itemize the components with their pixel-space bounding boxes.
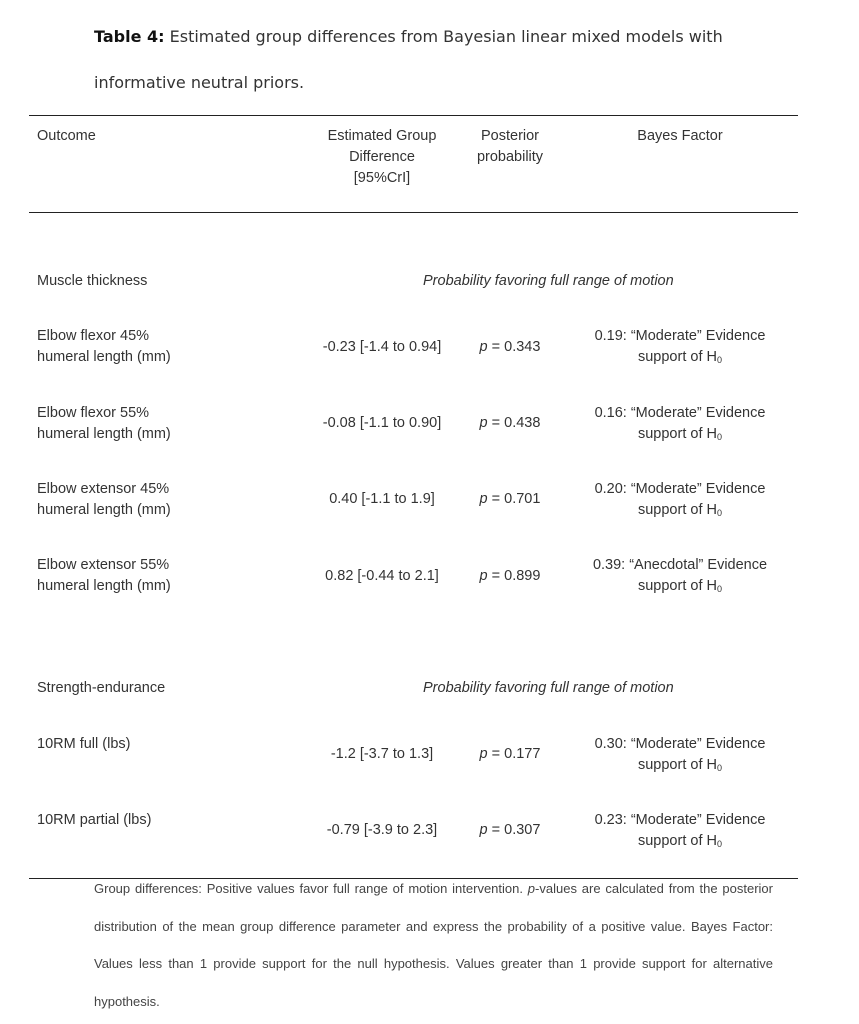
- section-title: Muscle thickness: [37, 273, 148, 289]
- table-caption: [94, 14, 794, 106]
- row-estimate: -0.08 [-1.1 to 0.90]: [322, 415, 442, 431]
- header-bayes-factor: Bayes Factor: [637, 128, 723, 144]
- table-header-rule: [29, 212, 798, 213]
- row-estimate: 0.40 [-1.1 to 1.9]: [329, 491, 435, 507]
- row-bayes-factor: 0.19: “Moderate” Evidence support of $H_0$: [594, 328, 766, 365]
- row-estimate: -1.2 [-3.7 to 1.3]: [330, 746, 434, 762]
- row-outcome: 10RM partial (lbs): [37, 812, 152, 828]
- row-p-value: p = 0.701: [479, 491, 541, 507]
- table-label: Table 4:: [94, 27, 165, 46]
- row-estimate: -0.23 [-1.4 to 0.94]: [322, 339, 442, 355]
- table-caption-text: Estimated group differences from Bayesian linear mixed models with informative neutral priors.: [94, 27, 723, 92]
- row-outcome: Elbow extensor 55% humeral length (mm): [37, 557, 171, 594]
- header-estimated-difference: Estimated Group Difference [95%CrI]: [327, 128, 437, 186]
- row-outcome: Elbow flexor 55% humeral length (mm): [37, 405, 171, 442]
- row-outcome: 10RM full (lbs): [37, 736, 131, 752]
- row-p-value: p = 0.899: [479, 568, 541, 584]
- table-top-rule: [29, 115, 798, 116]
- row-p-value: p = 0.307: [479, 822, 541, 838]
- section-subtitle: Probability favoring full range of motion: [423, 273, 674, 289]
- row-outcome: Elbow extensor 45% humeral length (mm): [37, 481, 171, 518]
- row-bayes-factor: 0.30: “Moderate” Evidence support of $H_0$: [594, 736, 766, 773]
- header-posterior-probability: Posterior probability: [476, 128, 544, 165]
- section-subtitle: Probability favoring full range of motion: [423, 680, 674, 696]
- row-bayes-factor: 0.39: “Anecdotal” Evidence support of $H_0$: [592, 557, 768, 594]
- row-bayes-factor: 0.16: “Moderate” Evidence support of $H_0$: [594, 405, 766, 442]
- row-bayes-factor: 0.23: “Moderate” Evidence support of $H_0$: [594, 812, 766, 849]
- row-outcome: Elbow flexor 45% humeral length (mm): [37, 328, 171, 365]
- row-estimate: 0.82 [-0.44 to 2.1]: [325, 568, 439, 584]
- table-footnote: Group differences: Positive values favor full range of motion intervention. p-values are calculated from the posterior distribution of the mean group difference parameter and express the probability of a positive value. Bayes Factor: Values less than 1 provide support for the null hypothesis. Values greater than 1 provide support for alternative hypothesis.: [94, 881, 773, 1009]
- row-p-value: p = 0.438: [479, 415, 541, 431]
- row-p-value: p = 0.343: [479, 339, 541, 355]
- row-estimate: -0.79 [-3.9 to 2.3]: [326, 822, 438, 838]
- row-p-value: p = 0.177: [479, 746, 541, 762]
- header-outcome: Outcome: [37, 128, 96, 144]
- row-bayes-factor: 0.20: “Moderate” Evidence support of $H_0$: [594, 481, 766, 518]
- section-title: Strength-endurance: [37, 680, 166, 696]
